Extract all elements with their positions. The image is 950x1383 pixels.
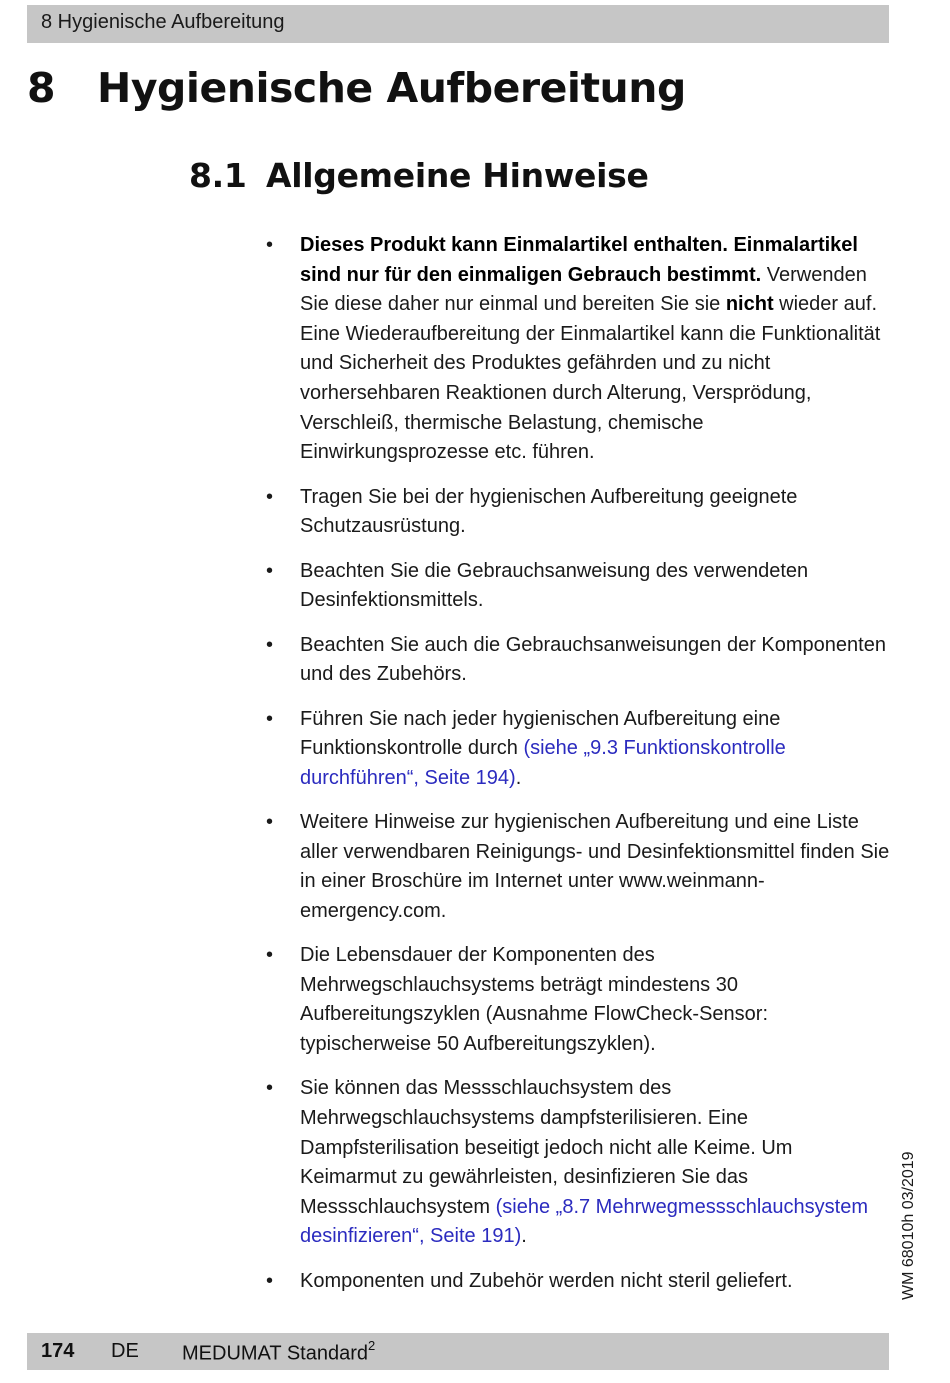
section-number: 8.1: [189, 156, 247, 195]
body-text: .: [521, 1225, 527, 1248]
list-item: [265, 1267, 890, 1297]
chapter-number: 8: [27, 64, 56, 112]
body-text: Beachten Sie auch die Gebrauchsanweisungen der Komponenten und des Zubehörs.: [300, 633, 886, 686]
product-name-text: MEDUMAT Standard: [182, 1342, 368, 1365]
body-text: Die Lebensdauer der Komponenten des Mehrwegschlauchsystems beträgt mindestens 30 Aufbereitungszyklen (Ausnahme FlowCheck-Sensor: typischerweise 50 Aufbereitungszyklen).: [300, 944, 768, 1056]
bullet-icon: •: [266, 1077, 274, 1100]
body-text: Weitere Hinweise zur hygienischen Aufbereitung und eine Liste aller verwendbaren Reinigungs- und Desinfektionsmittel finden Sie in einer Broschüre im Internet unter www.weinmann-emergency.com.: [300, 811, 890, 922]
list-item: [265, 631, 890, 690]
list-item: [265, 557, 890, 616]
bullet-icon: •: [266, 485, 274, 508]
bullet-icon: •: [266, 234, 274, 256]
product-name: [182, 1340, 375, 1366]
body-text: Komponenten und Zubehör werden nicht steril geliefert.: [300, 1269, 793, 1292]
chapter-title-text: Hygienische Aufbereitung: [97, 64, 686, 112]
body-text: Verwenden Sie diese daher nur einmal und bereiten Sie sie: [300, 263, 867, 316]
bold-text: Dieses Produkt kann Einmalartikel enthalten. Einmalartikel sind nur für den einmaligen Gebrauch bestimmt.: [300, 234, 858, 286]
product-superscript: 2: [368, 1338, 376, 1353]
bold-text: nicht: [725, 293, 774, 316]
bullet-icon: •: [266, 811, 274, 834]
list-item: [265, 483, 890, 542]
running-header-title: 8 Hygienische Aufbereitung: [41, 11, 285, 33]
running-header: [27, 5, 889, 43]
bullet-icon: •: [266, 559, 274, 582]
bullet-icon: •: [266, 707, 274, 730]
list-item: [265, 808, 890, 926]
body-text: Sie können das Messschlauchsystem des Mehrwegschlauchsystems dampfsterilisieren. Eine Dampfsterilisation beseitigt jedoch nicht alle Keime. Um Keimarmut zu gewährleisten, desinfizieren Sie das Messschlauchsystem: [300, 1077, 793, 1218]
chapter-title: [27, 64, 686, 112]
bullet-icon: •: [266, 633, 274, 656]
document-code: WM 68010h 03/2019: [900, 1151, 917, 1300]
list-item: [265, 705, 890, 794]
section-title: [189, 156, 649, 195]
cross-reference-link[interactable]: (siehe „8.7 Mehrwegmessschlauchsystem desinfizieren“, Seite 191): [300, 1195, 868, 1248]
body-text: Beachten Sie die Gebrauchsanweisung des verwendeten Desinfektionsmittels.: [300, 559, 809, 612]
body-text: wieder auf. Eine Wiederaufbereitung der Einmalartikel kann die Funktionalität und Sicherheit des Produktes gefährden und zu nicht vorhersehbaren Reaktionen durch Alterung, Versprödung, Verschleiß, thermische Belastung, chemische Einwirkungsprozesse etc. führen.: [300, 293, 881, 464]
list-item: [265, 1074, 890, 1252]
hint-list: [265, 231, 890, 1311]
bullet-icon: •: [266, 1269, 274, 1292]
cross-reference-link[interactable]: (siehe „9.3 Funktionskontrolle durchführen“, Seite 194): [300, 737, 786, 789]
body-text: Führen Sie nach jeder hygienischen Aufbereitung eine Funktionskontrolle durch: [300, 707, 781, 760]
list-item: [265, 941, 890, 1059]
body-text: Tragen Sie bei der hygienischen Aufbereitung geeignete Schutzausrüstung.: [300, 485, 798, 538]
page-footer: [27, 1333, 889, 1370]
list-item: [265, 231, 890, 468]
bullet-icon: •: [266, 944, 274, 967]
page-number: 174: [41, 1340, 75, 1362]
body-text: .: [515, 766, 522, 789]
section-title-text: Allgemeine Hinweise: [266, 156, 649, 195]
language-code: DE: [111, 1340, 139, 1362]
